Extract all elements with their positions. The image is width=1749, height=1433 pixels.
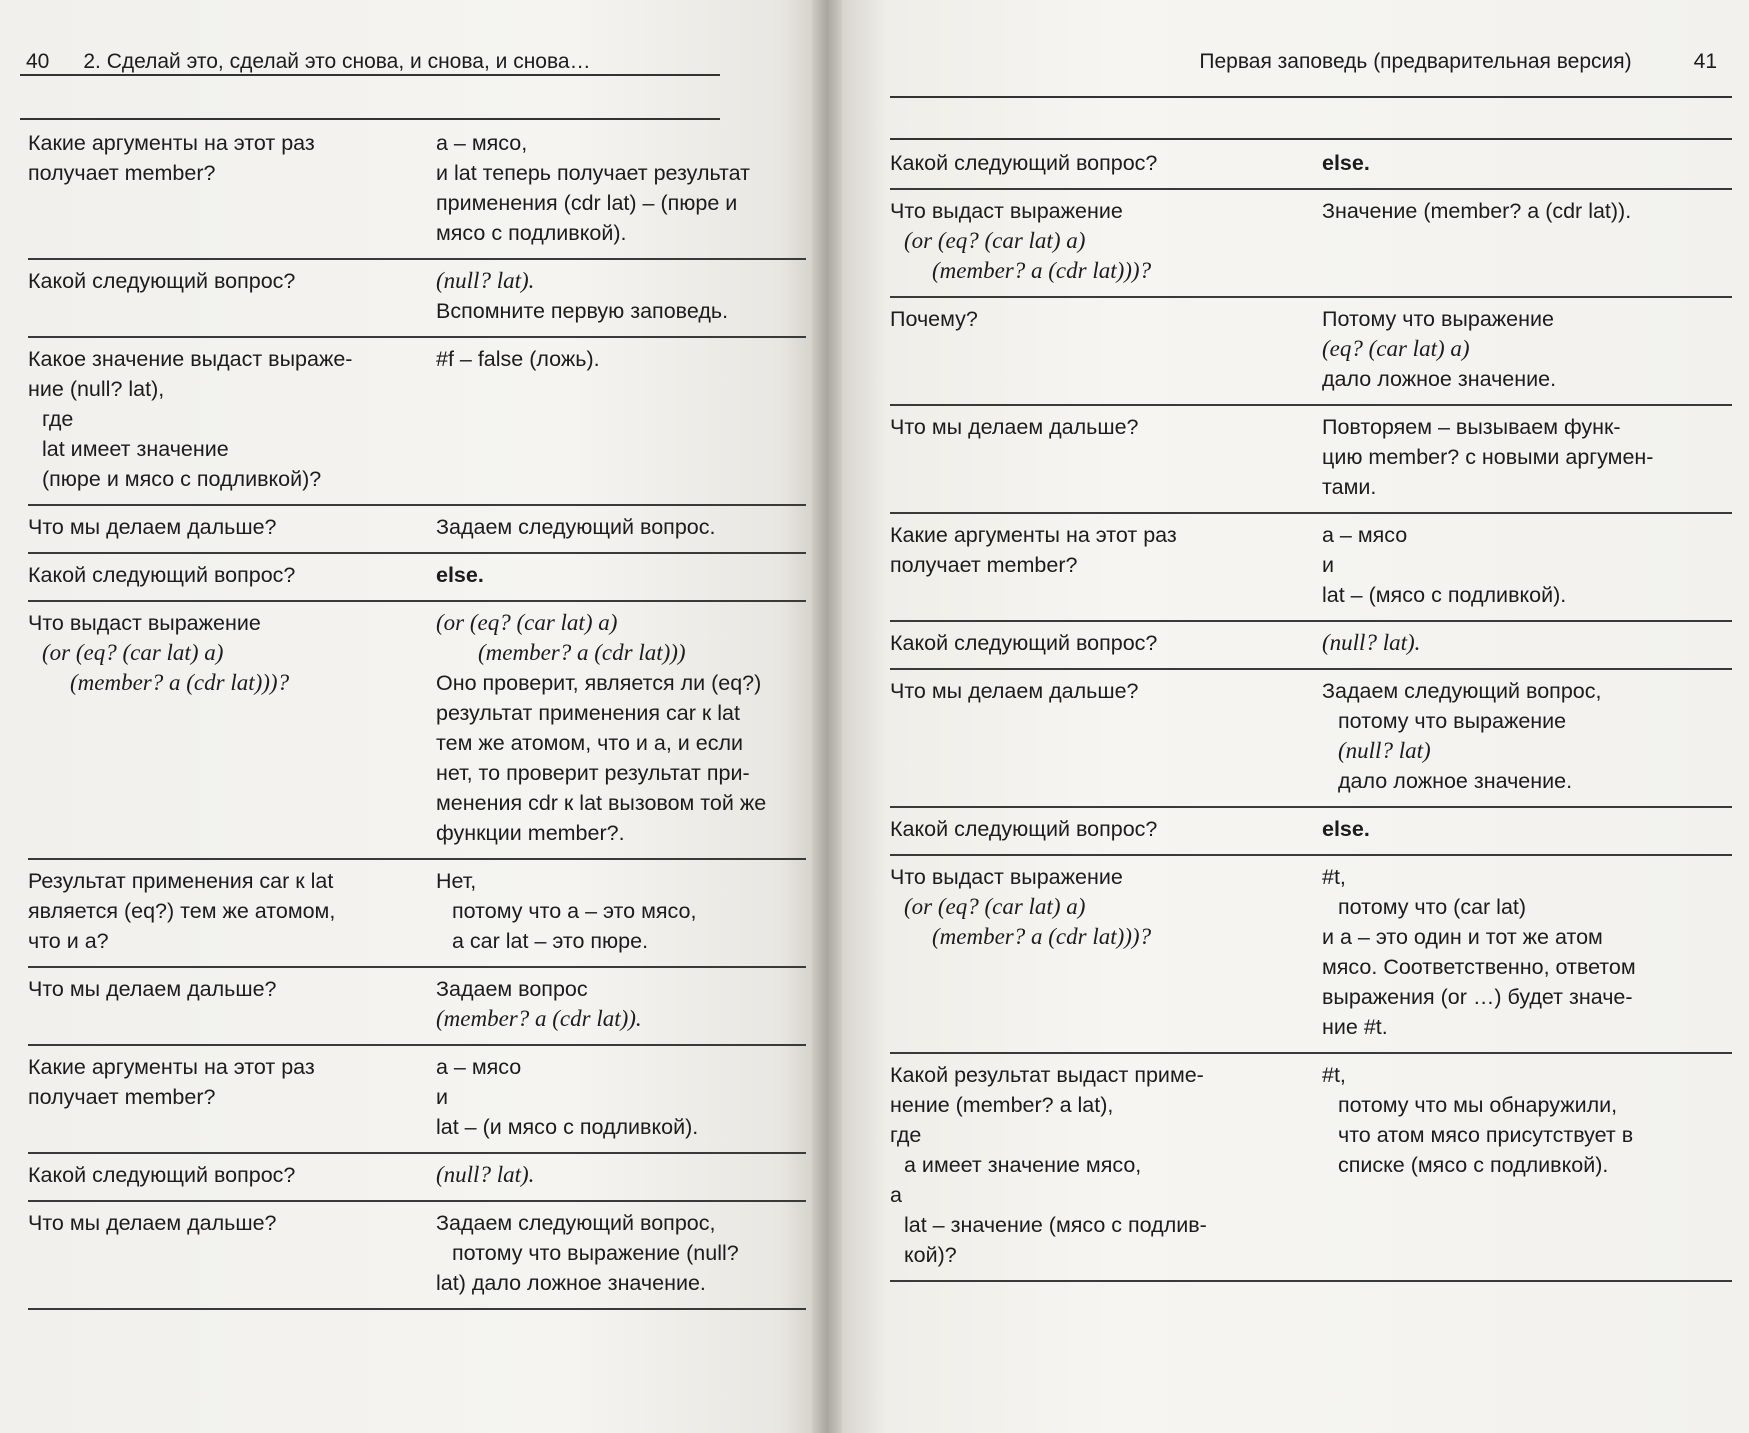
question (890, 676, 1322, 796)
answer-line: Задаем следующий вопрос. (436, 515, 716, 539)
dialogue-row (28, 506, 806, 554)
answer (1322, 304, 1732, 394)
answer-line: дало ложное значение. (1338, 769, 1573, 793)
answer-line: тами. (1322, 475, 1377, 499)
answer (1322, 628, 1732, 658)
answer-line: (or (eq? (car lat) a) (436, 610, 618, 635)
question (890, 520, 1322, 610)
answer-line: (eq? (car lat) a) (1322, 336, 1470, 361)
top-rule (20, 118, 720, 120)
answer-line: lat – (и мясо с подливкой). (436, 1115, 699, 1139)
question (28, 866, 436, 956)
answer-line: (null? lat). (436, 1162, 535, 1187)
answer-line: Оно проверит, является ли (eq?) (436, 671, 762, 695)
question (890, 148, 1322, 178)
question-line: нение (member? a lat), (890, 1093, 1114, 1117)
answer-line: и lat теперь получает результат (436, 161, 750, 185)
answer-line: мясо. Соответственно, ответом (1322, 955, 1636, 979)
answer-line: применения (cdr lat) – (пюре и (436, 191, 738, 215)
question-line: (member? a (cdr lat)))? (932, 924, 1152, 949)
question (28, 266, 436, 326)
answer (436, 974, 806, 1034)
question-line: Что мы делаем дальше? (28, 1211, 277, 1235)
question-line: Что мы делаем дальше? (890, 679, 1139, 703)
question (28, 1160, 436, 1190)
answer-line: #f – false (ложь). (436, 347, 600, 371)
question-line: lat имеет значение (42, 437, 229, 461)
running-header: Первая заповедь (предварительная версия) (1199, 50, 1632, 73)
answer-line: потому что a – это мясо, (452, 899, 697, 923)
left-page-header (26, 50, 591, 74)
dialogue-row (28, 968, 806, 1046)
question-line: (member? a (cdr lat)))? (70, 670, 290, 695)
answer-line: что атом мясо присутствует в (1338, 1123, 1634, 1147)
question-line: (пюре и мясо с подливкой)? (42, 467, 322, 491)
question-line: Какой следующий вопрос? (890, 151, 1158, 175)
answer-line: lat – (мясо с подливкой). (1322, 583, 1567, 607)
question-line: Результат применения car к lat (28, 869, 334, 893)
question (28, 1052, 436, 1142)
answer-line: (member? a (cdr lat)). (436, 1006, 642, 1031)
question (890, 814, 1322, 844)
question-line: кой)? (904, 1243, 957, 1267)
left-page (0, 0, 812, 1433)
answer (436, 1160, 806, 1190)
answer-line: Задаем следующий вопрос, (1322, 679, 1602, 703)
answer-line: Вспомните первую заповедь. (436, 299, 729, 323)
dialogue-row (890, 670, 1732, 808)
answer-line: результат применения car к lat (436, 701, 740, 725)
right-page-header (1199, 50, 1717, 74)
question-line: получает member? (28, 161, 216, 185)
dialogue-row (28, 554, 806, 602)
answer (436, 608, 806, 848)
answer-line: a – мясо (436, 1055, 522, 1079)
question-line: Какие аргументы на этот раз (28, 1055, 315, 1079)
answer-line: lat) дало ложное значение. (436, 1271, 706, 1295)
page-number: 40 (26, 50, 50, 73)
running-header: 2. Сделай это, сделай это снова, и снова, и снова… (83, 50, 591, 73)
dialogue-row (28, 260, 806, 338)
question-line: Что выдаст выражение (28, 611, 261, 635)
question-line: Что мы делаем дальше? (28, 515, 277, 539)
answer-line: ние #t. (1322, 1015, 1388, 1039)
question-line: является (eq?) тем же атомом, (28, 899, 336, 923)
question (28, 128, 436, 248)
answer-line: else. (436, 563, 484, 587)
answer (1322, 814, 1732, 844)
header-rule (20, 74, 720, 76)
right-page (842, 0, 1749, 1433)
answer-line: менения cdr к lat вызовом той же (436, 791, 767, 815)
answer-line: потому что выражение (null? (452, 1241, 739, 1265)
dialogue-table-right (890, 142, 1732, 1282)
dialogue-row (28, 122, 806, 260)
question-line: (member? a (cdr lat)))? (932, 258, 1152, 283)
answer-line: потому что (car lat) (1338, 895, 1527, 919)
answer-line: нет, то проверит результат при- (436, 761, 750, 785)
answer-line: дало ложное значение. (1322, 367, 1557, 391)
answer-line: и (436, 1085, 449, 1109)
dialogue-row (890, 1054, 1732, 1282)
dialogue-table-left (28, 122, 806, 1310)
question (890, 304, 1322, 394)
question-line: Какой результат выдаст приме- (890, 1063, 1204, 1087)
dialogue-row (28, 602, 806, 860)
answer-line: списке (мясо с подливкой). (1338, 1153, 1609, 1177)
answer-line: функции member?. (436, 821, 625, 845)
dialogue-row (890, 514, 1732, 622)
answer (1322, 676, 1732, 796)
dialogue-row (28, 338, 806, 506)
answer (436, 344, 806, 494)
question-line: где (42, 407, 74, 431)
answer (436, 128, 806, 248)
answer-line: a – мясо (1322, 523, 1408, 547)
answer (1322, 412, 1732, 502)
question (890, 1060, 1322, 1270)
page-number: 41 (1693, 50, 1717, 73)
question (28, 1208, 436, 1298)
answer (1322, 1060, 1732, 1270)
answer (436, 1208, 806, 1298)
answer-line: а car lat – это пюре. (452, 929, 649, 953)
answer-line: (member? a (cdr lat))) (478, 640, 686, 665)
answer-line: (null? lat) (1338, 738, 1431, 763)
question-line: получает member? (28, 1085, 216, 1109)
answer-line: Задаем следующий вопрос, (436, 1211, 716, 1235)
dialogue-row (28, 1046, 806, 1154)
answer-line: потому что выражение (1338, 709, 1567, 733)
question-line: Что мы делаем дальше? (28, 977, 277, 1001)
dialogue-row (890, 406, 1732, 514)
question-line: (or (eq? (car lat) a) (42, 640, 224, 665)
answer-line: Значение (member? a (cdr lat)). (1322, 199, 1632, 223)
question-line: Какие аргументы на этот раз (890, 523, 1177, 547)
dialogue-row (28, 860, 806, 968)
question (890, 196, 1322, 286)
answer-line: else. (1322, 151, 1370, 175)
answer (1322, 862, 1732, 1042)
answer (1322, 196, 1732, 286)
question-line: где (890, 1123, 922, 1147)
question (890, 628, 1322, 658)
answer (1322, 520, 1732, 610)
question (28, 560, 436, 590)
question (890, 412, 1322, 502)
question-line: (or (eq? (car lat) a) (904, 228, 1086, 253)
question-line: Какой следующий вопрос? (28, 269, 296, 293)
answer-line: else. (1322, 817, 1370, 841)
question-line: a имеет значение мясо, (904, 1153, 1142, 1177)
question-line: Почему? (890, 307, 978, 331)
question-line: Какие аргументы на этот раз (28, 131, 315, 155)
question (28, 512, 436, 542)
answer-line: Повторяем – вызываем функ- (1322, 415, 1621, 439)
dialogue-row (890, 808, 1732, 856)
answer (436, 866, 806, 956)
answer (436, 1052, 806, 1142)
answer (1322, 148, 1732, 178)
dialogue-row (890, 142, 1732, 190)
answer-line: мясо с подливкой). (436, 221, 627, 245)
answer (436, 266, 806, 326)
dialogue-row (890, 190, 1732, 298)
answer-line: a – мясо, (436, 131, 528, 155)
answer-line: #t, (1322, 1063, 1346, 1087)
question-line: получает member? (890, 553, 1078, 577)
top-rule (890, 138, 1732, 140)
question-line: а (890, 1183, 902, 1207)
answer-line: тем же атомом, что и a, и если (436, 731, 744, 755)
question-line: Какой следующий вопрос? (28, 1163, 296, 1187)
question-line: Что выдаст выражение (890, 199, 1123, 223)
question-line: Что выдаст выражение (890, 865, 1123, 889)
question-line: lat – значение (мясо с подлив- (904, 1213, 1207, 1237)
question (28, 608, 436, 848)
question (28, 344, 436, 494)
dialogue-row (890, 298, 1732, 406)
answer-line: Нет, (436, 869, 477, 893)
answer (436, 560, 806, 590)
dialogue-row (890, 622, 1732, 670)
answer-line: (null? lat). (436, 268, 535, 293)
question-line: Что мы делаем дальше? (890, 415, 1139, 439)
question-line: Какое значение выдаст выраже- (28, 347, 353, 371)
question (28, 974, 436, 1034)
answer-line: и a – это один и тот же атом (1322, 925, 1603, 949)
question-line: Какой следующий вопрос? (28, 563, 296, 587)
question-line: ние (null? lat), (28, 377, 165, 401)
question (890, 862, 1322, 1042)
answer-line: #t, (1322, 865, 1346, 889)
answer-line: выражения (or …) будет значе- (1322, 985, 1633, 1009)
answer-line: Задаем вопрос (436, 977, 588, 1001)
answer-line: цию member? с новыми аргумен- (1322, 445, 1654, 469)
dialogue-row (28, 1202, 806, 1310)
dialogue-row (28, 1154, 806, 1202)
question-line: (or (eq? (car lat) a) (904, 894, 1086, 919)
question-line: что и a? (28, 929, 109, 953)
answer-line: Потому что выражение (1322, 307, 1554, 331)
answer (436, 512, 806, 542)
answer-line: и (1322, 553, 1335, 577)
answer-line: потому что мы обнаружили, (1338, 1093, 1618, 1117)
answer-line: (null? lat). (1322, 630, 1421, 655)
header-rule (890, 96, 1732, 98)
question-line: Какой следующий вопрос? (890, 631, 1158, 655)
book-spine (812, 0, 842, 1433)
question-line: Какой следующий вопрос? (890, 817, 1158, 841)
dialogue-row (890, 856, 1732, 1054)
